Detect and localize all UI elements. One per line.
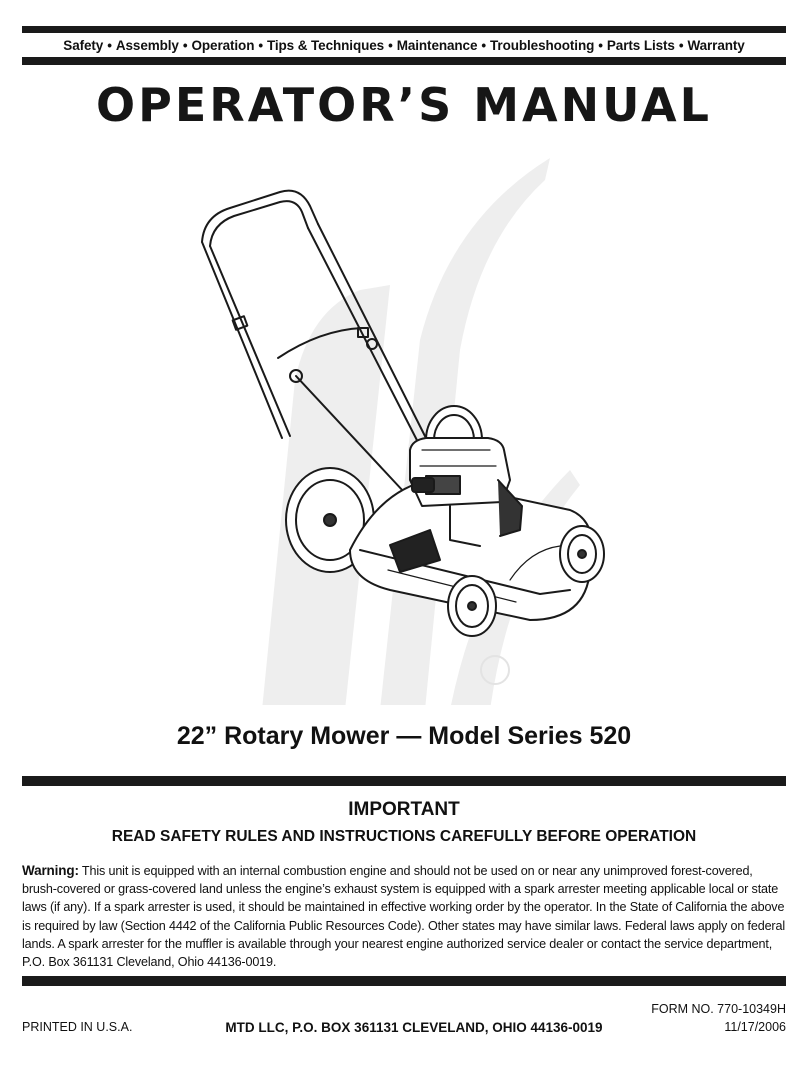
model-title: 22” Rotary Mower — Model Series 520 (176, 722, 632, 750)
nav-item: Maintenance (396, 37, 478, 53)
printed-in-usa: PRINTED IN U.S.A. (22, 1020, 133, 1034)
read-safety-subheading: READ SAFETY RULES AND INSTRUCTIONS CAREFULLY BEFORE OPERATION (111, 828, 697, 845)
company-address: MTD LLC, P.O. BOX 361131 CLEVELAND, OHIO 44136-0019 (225, 1020, 603, 1035)
nav-separator: • (258, 37, 263, 53)
nav-item: Safety (63, 37, 104, 53)
nav-item: Warranty (687, 37, 745, 53)
important-heading: IMPORTANT (348, 799, 460, 820)
nav-item: Assembly (115, 37, 179, 53)
watermark-logo (260, 158, 580, 705)
mower (202, 191, 604, 636)
nav-separator: • (598, 37, 603, 53)
form-date: 11/17/2006 (724, 1020, 786, 1034)
nav-bottom-rule (22, 57, 786, 65)
nav-separator: • (481, 37, 487, 53)
warning-paragraph (22, 862, 786, 971)
warning-label: Warning: (22, 863, 79, 878)
nav-item: Parts Lists (606, 37, 675, 53)
nav-item: Operation (191, 37, 255, 53)
nav-item: Troubleshooting (490, 37, 595, 53)
nav-separator: • (388, 37, 393, 53)
nav-separator: • (182, 37, 188, 53)
top-rule (22, 26, 786, 33)
warning-text: This unit is equipped with an internal combustion engine and should not be used on or near any unimproved forest-covered, brush-covered or grass-covered land unless the engine’s exhaust system is equipped with a spark arrester meeting applicable local or state laws (if any). If a spark arrester is used, it should be maintained in effective working order by the operator. In the State of California the above is required by law (Section 4442 of the California Public Resources Code). Other states may have similar laws. Federal laws apply on federal lands. A spark arrester for the muffler is available through your nearest engine authorized service dealer or contact the service department, P.O. Box 361131 Cleveland, Ohio 44136-0019. (22, 864, 785, 970)
section-nav-strip (22, 34, 786, 56)
nav-separator: • (107, 37, 112, 53)
important-top-rule (22, 776, 786, 786)
lawn-mower-illustration (150, 150, 670, 705)
nav-item: Tips & Techniques (266, 37, 385, 53)
page-title: OPERATOR’S MANUAL (96, 78, 712, 132)
footer-top-rule (22, 976, 786, 986)
nav-separator: • (678, 37, 684, 53)
form-number: FORM NO. 770-10349H (651, 1002, 786, 1016)
